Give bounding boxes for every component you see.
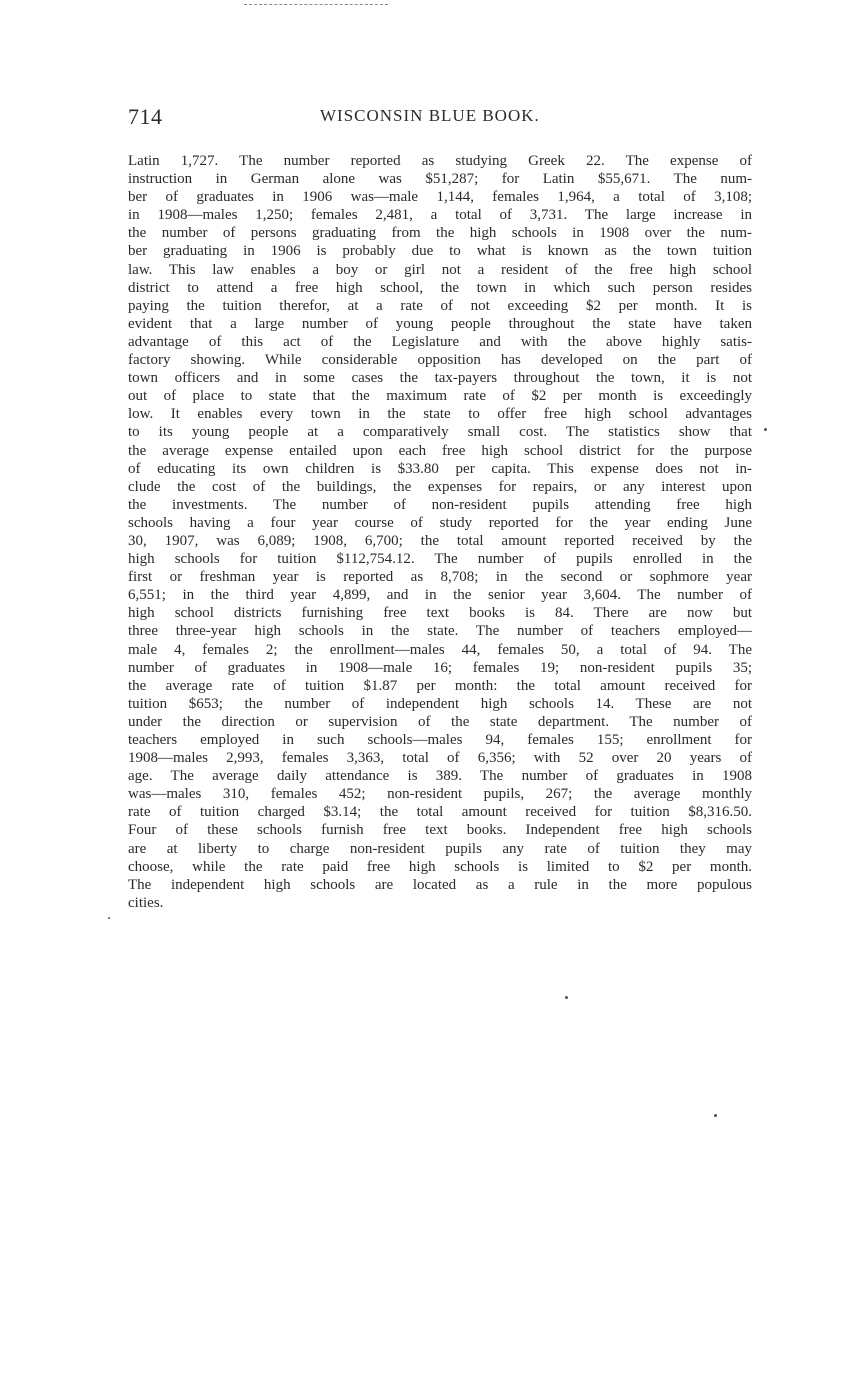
text-line: high schools for tuition $112,754.12. The number of pupils enrolled in the (128, 551, 752, 568)
text-line: the number of persons graduating from the high schools in 1908 over the num- (128, 225, 752, 242)
text-line: age. The average daily attendance is 389. The number of graduates in 1908 (128, 768, 752, 785)
text-line: Latin 1,727. The number reported as studying Greek 22. The expense of (128, 153, 752, 169)
text-line: district to attend a free high school, the town in which such person resides (128, 279, 752, 296)
page-number: 714 (128, 104, 163, 129)
text-line: schools having a four year course of study reported for the year ending June (128, 514, 752, 531)
top-rule (244, 4, 388, 5)
text-line: out of place to state that the maximum rate of $2 per month is exceedingly (128, 388, 752, 405)
text-line: first or freshman year is reported as 8,708; in the second or sophmore year (128, 569, 752, 586)
text-line: evident that a large number of young people throughout the state have taken (128, 315, 752, 332)
text-line: town officers and in some cases the tax-payers throughout the town, it is not (128, 370, 752, 387)
page-header (128, 104, 752, 134)
text-line: choose, while the rate paid free high schools is limited to $2 per month. (128, 858, 752, 875)
scan-speck (565, 996, 568, 999)
running-head: WISCONSIN BLUE BOOK. (320, 106, 540, 125)
text-line: Four of these schools furnish free text books. Independent free high schools (128, 822, 752, 839)
text-line: law. This law enables a boy or girl not a resident of the free high school (128, 261, 752, 278)
text-line: ber graduating in 1906 is probably due to what is known as the town tuition (128, 243, 752, 260)
text-line: of educating its own children is $33.80 per capita. This expense does not in- (128, 460, 752, 477)
text-line: three three-year high schools in the state. The number of teachers employed— (128, 623, 752, 640)
text-line: rate of tuition charged $3.14; the total amount received for tuition $8,316.50. (128, 804, 752, 821)
text-line: advantage of this act of the Legislature and with the above highly satis- (128, 333, 752, 350)
body-paragraph (128, 152, 752, 912)
text-line: teachers employed in such schools—males 94, females 155; enrollment for (128, 732, 752, 748)
text-line: 6,551; in the third year 4,899, and in the senior year 3,604. The number of (128, 587, 752, 604)
text-line: paying the tuition therefor, at a rate of not exceeding $2 per month. It is (128, 297, 752, 314)
text-line: 30, 1907, was 6,089; 1908, 6,700; the total amount reported received by the (128, 532, 752, 549)
text-line: the average expense entailed upon each free high school district for the purpose (128, 442, 752, 459)
text-line: to its young people at a comparatively small cost. The statistics show that (128, 424, 752, 441)
text-line: instruction in German alone was $51,287; for Latin $55,671. The num- (128, 171, 752, 188)
text-line: was—males 310, females 452; non-resident pupils, 267; the average monthly (128, 786, 752, 803)
text-line: ber of graduates in 1906 was—male 1,144, females 1,964, a total of 3,108; (128, 189, 752, 206)
text-line: number of graduates in 1908—male 16; females 19; non-resident pupils 35; (128, 659, 752, 676)
text-line: in 1908—males 1,250; females 2,481, a total of 3,731. The large increase in (128, 207, 752, 224)
text-line: factory showing. While considerable opposition has developed on the part of (128, 352, 752, 369)
text-line: cities. (128, 894, 164, 911)
text-line: male 4, females 2; the enrollment—males 44, females 50, a total of 94. The (128, 641, 752, 658)
scan-speck (764, 428, 767, 431)
scan-speck (714, 1114, 717, 1117)
text-line: low. It enables every town in the state to offer free high school advantages (128, 406, 752, 423)
text-line: the average rate of tuition $1.87 per month: the total amount received for (128, 677, 752, 694)
text-line: under the direction or supervision of the state department. The number of (128, 713, 752, 730)
text-line: the investments. The number of non-resident pupils attending free high (128, 496, 752, 513)
text-line: The independent high schools are located as a rule in the more populous (128, 876, 752, 893)
scan-speck (108, 917, 110, 919)
text-line: 1908—males 2,993, females 3,363, total of 6,356; with 52 over 20 years of (128, 750, 752, 767)
text-line: clude the cost of the buildings, the expenses for repairs, or any interest upon (128, 478, 752, 495)
text-line: tuition $653; the number of independent high schools 14. These are not (128, 695, 752, 712)
text-line: high school districts furnishing free text books is 84. There are now but (128, 605, 752, 622)
text-line: are at liberty to charge non-resident pupils any rate of tuition they may (128, 840, 752, 857)
